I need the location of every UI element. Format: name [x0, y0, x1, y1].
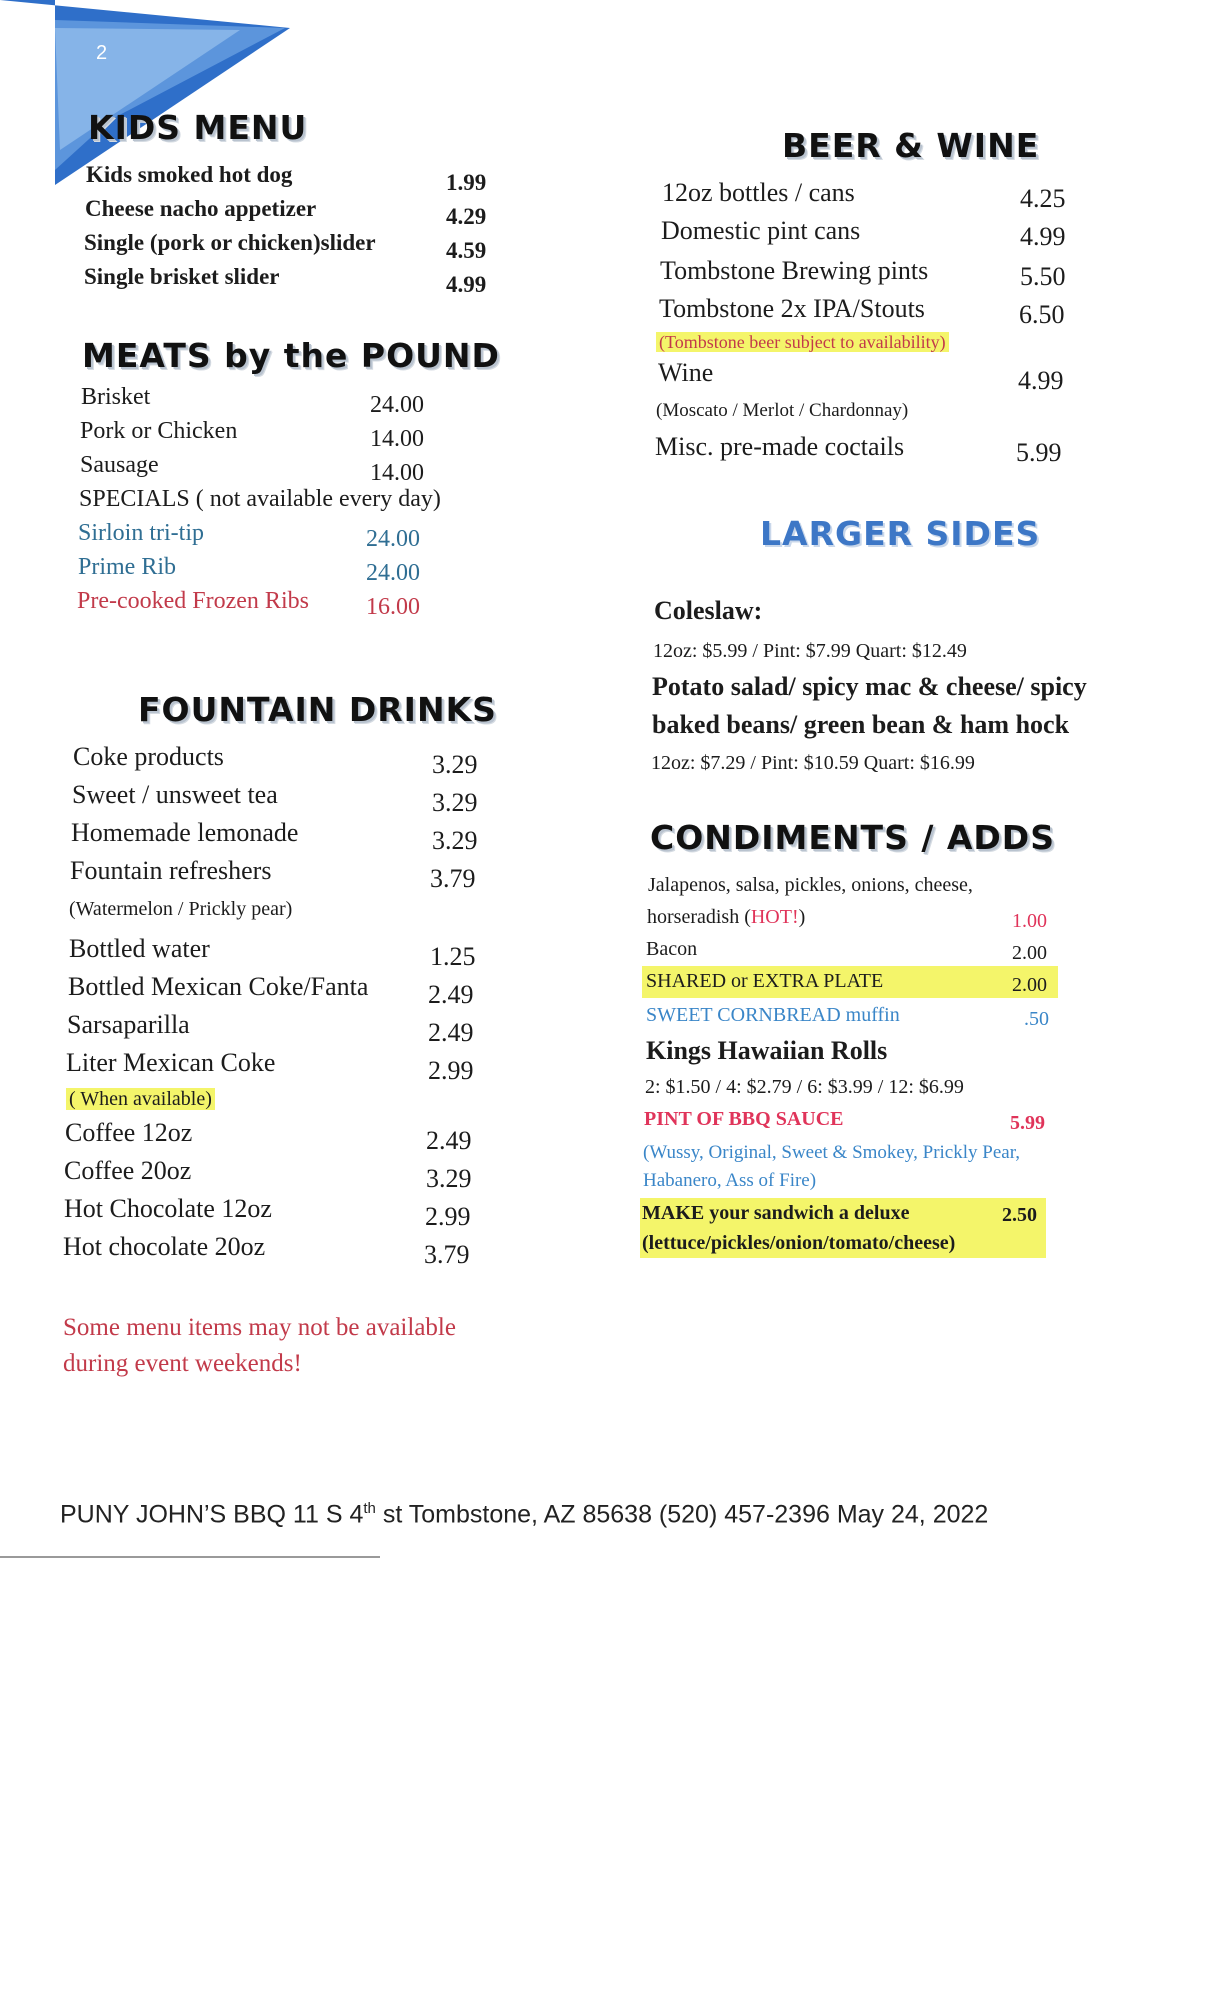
footer-address: [60, 1500, 988, 1529]
list-item: Coke products: [73, 742, 224, 771]
list-item: Brisket: [81, 384, 151, 410]
list-item: SHARED or EXTRA PLATE: [646, 970, 884, 992]
price: 14.00: [370, 426, 424, 452]
price: 4.99: [1020, 222, 1066, 251]
list-item: Domestic pint cans: [661, 216, 861, 245]
special-item: Prime Rib: [78, 554, 177, 580]
list-item: Tombstone Brewing pints: [660, 256, 929, 285]
availability-note: [656, 332, 949, 353]
price: .50: [1024, 1008, 1049, 1030]
price: 5.50: [1020, 262, 1066, 291]
list-item: SWEET CORNBREAD muffin: [646, 1004, 900, 1026]
list-item: Misc. pre-made coctails: [655, 432, 905, 461]
price: 2.99: [425, 1202, 471, 1231]
price: 14.00: [370, 460, 424, 486]
list-item: Bacon: [646, 938, 698, 960]
price: 24.00: [366, 526, 420, 552]
list-item: 12oz bottles / cans: [662, 178, 855, 207]
beer-wine-heading: BEER & WINE: [782, 126, 1040, 165]
list-item-note: (Watermelon / Prickly pear): [69, 898, 293, 920]
list-item: Sweet / unsweet tea: [72, 780, 278, 809]
price: 5.99: [1010, 1112, 1045, 1134]
sauce-flavors: Habanero, Ass of Fire): [643, 1170, 817, 1191]
price: 4.29: [446, 204, 487, 229]
price: 3.29: [432, 750, 478, 779]
price: 4.99: [1018, 366, 1064, 395]
footer-superscript: th: [363, 1500, 376, 1517]
list-item: Hot Chocolate 12oz: [64, 1194, 272, 1223]
availability-notice-line2: during event weekends!: [63, 1350, 302, 1377]
list-item: Tombstone 2x IPA/Stouts: [659, 294, 925, 323]
list-item: Single brisket slider: [84, 264, 280, 289]
price: 2.49: [428, 1018, 474, 1047]
price: 24.00: [366, 560, 420, 586]
item-text: horseradish (: [647, 906, 751, 928]
price: 1.25: [430, 942, 476, 971]
list-item: Sarsaparilla: [67, 1010, 190, 1039]
footer-text: PUNY JOHN’S BBQ 11 S 4: [60, 1500, 364, 1529]
list-item-note: [66, 1088, 215, 1111]
highlight: (Tombstone beer subject to availability): [656, 332, 949, 352]
list-item-note: (Moscato / Merlot / Chardonnay): [656, 400, 909, 421]
list-item: Fountain refreshers: [70, 856, 272, 885]
price-list: 12oz: $5.99 / Pint: $7.99 Quart: $12.49: [653, 640, 967, 662]
list-item: Jalapenos, salsa, pickles, onions, cheese,: [648, 874, 973, 896]
item-text: ): [798, 906, 806, 928]
specials-label: SPECIALS ( not available every day): [79, 486, 441, 512]
footer-text: st Tombstone, AZ 85638 (520) 457-2396 May 24, 2022: [375, 1500, 989, 1529]
price: 6.50: [1019, 300, 1065, 329]
list-item: Cheese nacho appetizer: [85, 196, 317, 221]
price: 3.79: [430, 864, 476, 893]
price: 2.49: [426, 1126, 472, 1155]
availability-notice-line1: Some menu items may not be available: [63, 1314, 456, 1341]
larger-sides-heading: LARGER SIDES: [760, 514, 1041, 553]
list-item: Coffee 20oz: [64, 1156, 192, 1185]
fountain-drinks-heading: FOUNTAIN DRINKS: [138, 690, 497, 729]
condiments-heading: CONDIMENTS / ADDS: [650, 818, 1055, 857]
list-item: Potato salad/ spicy mac & cheese/ spicy: [652, 672, 1087, 701]
price: 2.99: [428, 1056, 474, 1085]
page-number: 2: [96, 42, 108, 64]
list-item: Liter Mexican Coke: [66, 1048, 276, 1077]
list-item: MAKE your sandwich a deluxe: [642, 1202, 910, 1224]
price: 3.29: [432, 826, 478, 855]
list-item: PINT OF BBQ SAUCE: [644, 1108, 844, 1130]
kids-menu-heading: KIDS MENU: [88, 108, 308, 147]
highlight: ( When available): [66, 1088, 215, 1110]
price: 24.00: [370, 392, 424, 418]
price: 16.00: [366, 594, 420, 620]
list-item: Wine: [658, 358, 714, 387]
price: 2.50: [1002, 1204, 1037, 1226]
price: 4.25: [1020, 184, 1066, 213]
list-item: Coffee 12oz: [65, 1118, 193, 1147]
list-item: Kings Hawaiian Rolls: [646, 1036, 888, 1065]
hot-warning: HOT!: [750, 906, 799, 928]
list-item: Bottled Mexican Coke/Fanta: [68, 972, 369, 1001]
special-item: Pre-cooked Frozen Ribs: [77, 588, 309, 614]
price: 2.00: [1012, 974, 1047, 996]
list-item-note: (lettuce/pickles/onion/tomato/cheese): [642, 1232, 956, 1254]
list-item: [647, 906, 805, 929]
price: 3.29: [426, 1164, 472, 1193]
list-item: baked beans/ green bean & ham hock: [652, 710, 1070, 739]
special-item: Sirloin tri-tip: [78, 520, 204, 546]
list-item: Homemade lemonade: [71, 818, 299, 847]
price: 1.00: [1012, 910, 1047, 932]
price-list: 2: $1.50 / 4: $2.79 / 6: $3.99 / 12: $6.99: [645, 1076, 964, 1098]
list-item: Kids smoked hot dog: [86, 162, 293, 187]
list-item: Coleslaw:: [654, 596, 763, 625]
price: 3.79: [424, 1240, 470, 1269]
price: 5.99: [1016, 438, 1062, 467]
list-item: Hot chocolate 20oz: [63, 1232, 266, 1261]
meats-heading: MEATS by the POUND: [82, 336, 500, 375]
sauce-flavors: (Wussy, Original, Sweet & Smokey, Prickly Pear,: [643, 1142, 1021, 1163]
price-list: 12oz: $7.29 / Pint: $10.59 Quart: $16.99: [651, 752, 975, 774]
list-item: Bottled water: [69, 934, 210, 963]
price: 2.49: [428, 980, 474, 1009]
price: 2.00: [1012, 942, 1047, 964]
price: 4.99: [446, 272, 487, 297]
price: 1.99: [446, 170, 487, 195]
list-item: Sausage: [80, 452, 159, 478]
price: 3.29: [432, 788, 478, 817]
list-item: Single (pork or chicken)slider: [84, 230, 376, 255]
price: 4.59: [446, 238, 487, 263]
list-item: Pork or Chicken: [80, 418, 238, 444]
footer-divider: [0, 1556, 380, 1558]
